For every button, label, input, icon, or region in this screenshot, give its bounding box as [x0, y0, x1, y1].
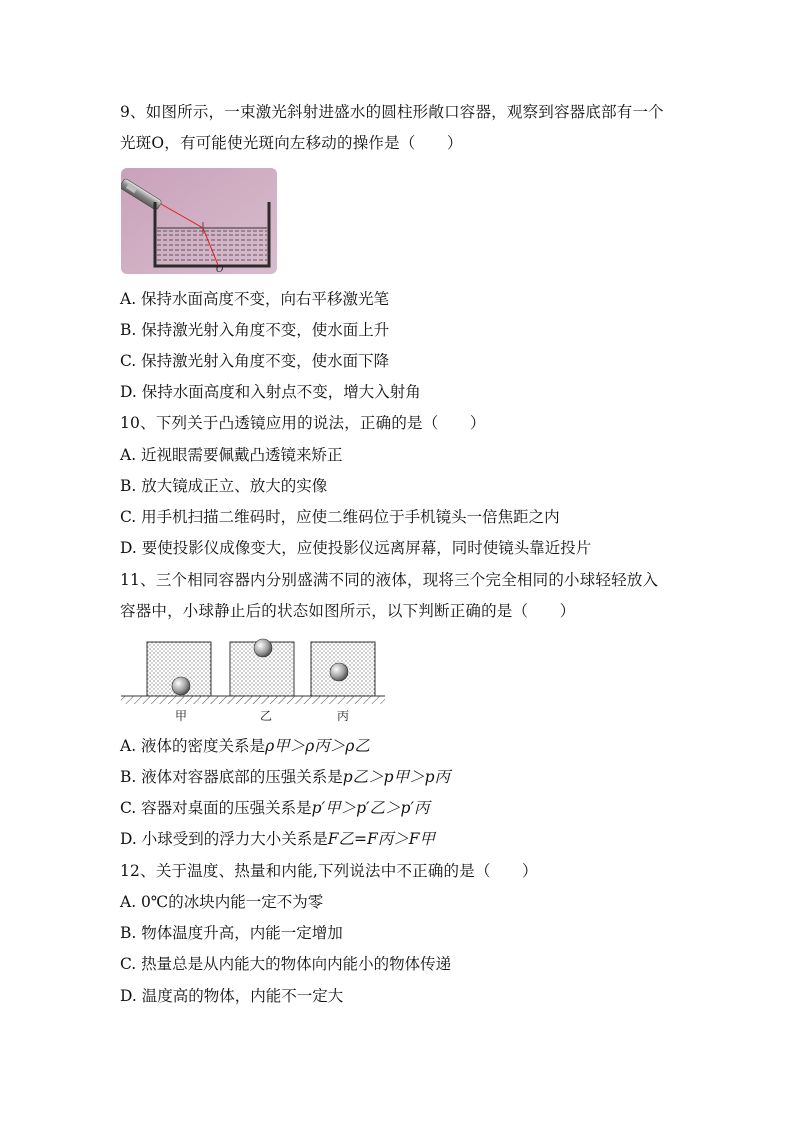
q9-stem-line1: 9、如图所示，一束激光斜射进盛水的圆柱形敞口容器，观察到容器底部有一个 [120, 103, 664, 121]
q9-option-b: B. 保持激光射入角度不变，使水面上升 [120, 321, 390, 339]
q10-stem: 10、下列关于凸透镜应用的说法，正确的是（ ） [120, 414, 486, 432]
q10-option-d: D. 要使投影仪成像变大，应使投影仪远离屏幕，同时使镜头靠近投片 [120, 539, 592, 557]
q11-stem-line1: 11、三个相同容器内分别盛满不同的液体，现将三个完全相同的小球轻轻放入 [120, 571, 659, 589]
q11-label-yi: 乙 [259, 709, 273, 723]
q11-option-a-expr: ρ甲＞ρ丙＞ρ乙 [265, 737, 370, 755]
q12-option-b: B. 物体温度升高，内能一定增加 [120, 924, 343, 942]
q11-option-c [120, 798, 430, 818]
q10-option-a: A. 近视眼需要佩戴凸透镜来矫正 [120, 446, 343, 464]
q11-label-jia: 甲 [174, 709, 188, 723]
q11-option-d [120, 829, 435, 849]
q9-option-a: A. 保持水面高度不变，向右平移激光笔 [120, 290, 390, 308]
q12-option-a: A. 0℃的冰块内能一定不为零 [120, 893, 324, 911]
q11-option-d-text: D. 小球受到的浮力大小关系是 [120, 830, 328, 848]
q11-option-b-text: B. 液体对容器底部的压强关系是 [120, 768, 343, 786]
q11-option-b [120, 767, 450, 787]
q11-option-b-expr: p乙＞p甲＞p丙 [342, 768, 451, 786]
q9-option-c: C. 保持激光射入角度不变，使水面下降 [120, 352, 390, 370]
q12-stem: 12、关于温度、热量和内能,下列说法中不正确的是（ ） [120, 862, 538, 880]
q9-laser-figure [121, 168, 277, 274]
q10-option-b: B. 放大镜成正立、放大的实像 [120, 477, 328, 495]
q11-label-bing: 丙 [336, 709, 350, 723]
q11-option-c-expr: p′甲＞p′乙＞p′丙 [311, 799, 430, 817]
q11-stem-line2: 容器中，小球静止后的状态如图所示，以下判断正确的是（ ） [120, 602, 576, 620]
q10-option-c: C. 用手机扫描二维码时，应使二维码位于手机镜头一倍焦距之内 [120, 508, 560, 526]
q11-option-a-text: A. 液体的密度关系是 [120, 737, 266, 755]
q11-option-c-text: C. 容器对桌面的压强关系是 [120, 799, 312, 817]
q9-figure-label-o: O [216, 265, 224, 274]
q11-option-d-expr: F乙=F丙＞F甲 [327, 830, 435, 848]
q12-option-c: C. 热量总是从内能大的物体向内能小的物体传递 [120, 955, 452, 973]
q11-containers-figure [121, 632, 385, 726]
q9-option-d: D. 保持水面高度和入射点不变，增大入射角 [120, 383, 421, 401]
q12-option-d: D. 温度高的物体，内能不一定大 [120, 987, 344, 1005]
q11-option-a [120, 736, 370, 756]
q9-stem-line2: 光斑O，有可能使光斑向左移动的操作是（ ） [120, 134, 463, 152]
